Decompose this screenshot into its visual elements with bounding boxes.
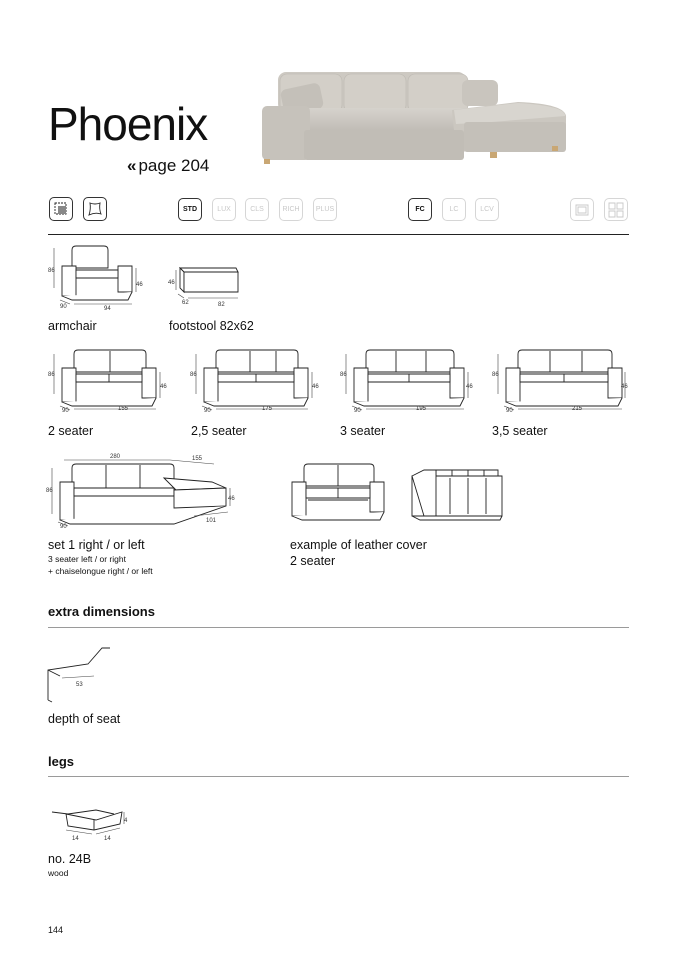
page-ref-symbol: «: [127, 156, 137, 175]
extra-dimensions-divider: [48, 627, 629, 628]
svg-text:86: 86: [48, 268, 55, 274]
svg-text:86: 86: [190, 372, 197, 378]
sofa-photo: [256, 66, 572, 166]
tag-cls[interactable]: CLS: [245, 198, 269, 221]
svg-text:46: 46: [312, 384, 319, 390]
svg-text:175: 175: [262, 406, 273, 412]
fabric-swatch-icon[interactable]: [49, 197, 73, 221]
svg-text:86: 86: [46, 488, 53, 494]
tag-lcv[interactable]: LCV: [475, 198, 499, 221]
sofa-3-seater-label: 3 seater: [340, 424, 386, 438]
seat-depth-label: depth of seat: [48, 712, 121, 726]
header-divider: [48, 234, 629, 235]
sofa-2-seater-label: 2 seater: [48, 424, 94, 438]
svg-text:14: 14: [104, 836, 111, 842]
tag-lux[interactable]: LUX: [212, 198, 236, 221]
sofa-3-5-seater-drawing: [490, 348, 632, 416]
svg-text:53: 53: [76, 682, 83, 688]
footstool-label: footstool 82x62: [169, 319, 254, 333]
sofa-2-seater-drawing: [46, 348, 170, 416]
seat-depth-drawing: [44, 640, 124, 706]
sofa-3-5-seater-label: 3,5 seater: [492, 424, 548, 438]
leg-name: no. 24B: [48, 852, 92, 866]
svg-text:46: 46: [136, 282, 143, 288]
tag-rich[interactable]: RICH: [279, 198, 303, 221]
corner-set-label: set 1 right / or left: [48, 538, 145, 552]
svg-text:86: 86: [48, 372, 55, 378]
svg-text:90: 90: [60, 304, 67, 310]
svg-text:86: 86: [492, 372, 499, 378]
armchair-drawing: [46, 242, 156, 314]
svg-text:90: 90: [506, 408, 513, 414]
tag-fc[interactable]: FC: [408, 198, 432, 221]
page-reference[interactable]: [127, 156, 209, 176]
page-ref-text: page 204: [138, 156, 210, 175]
svg-text:82: 82: [218, 302, 225, 308]
svg-text:4: 4: [124, 818, 128, 824]
sofa-3-seater-drawing: [338, 348, 478, 416]
tag-std[interactable]: STD: [178, 198, 202, 221]
product-title: Phoenix: [48, 98, 208, 150]
svg-text:90: 90: [60, 524, 67, 530]
corner-set-sub-2: + chaiselongue right / or left: [48, 566, 153, 576]
svg-text:215: 215: [572, 406, 583, 412]
leg-material: wood: [48, 868, 69, 878]
leather-sofa-back-drawing: [406, 466, 506, 524]
svg-text:155: 155: [192, 456, 203, 462]
corner-set-sub-1: 3 seater left / or right: [48, 554, 126, 564]
legs-heading: legs: [48, 754, 75, 769]
footstool-drawing: [166, 262, 246, 312]
modular-grid-icon[interactable]: [604, 198, 628, 221]
sofa-2-5-seater-drawing: [188, 348, 322, 416]
svg-text:46: 46: [466, 384, 473, 390]
leather-sofa-front-drawing: [288, 462, 388, 524]
svg-text:46: 46: [621, 384, 628, 390]
svg-text:46: 46: [168, 280, 175, 286]
page-number: 144: [48, 925, 64, 935]
svg-text:280: 280: [110, 454, 121, 460]
svg-text:46: 46: [228, 496, 235, 502]
svg-text:155: 155: [118, 406, 129, 412]
armchair-module-icon[interactable]: [570, 198, 594, 221]
svg-text:90: 90: [62, 408, 69, 414]
legs-divider: [48, 776, 629, 777]
leather-example-label: example of leather cover: [290, 538, 427, 552]
corner-set-drawing: [44, 450, 244, 534]
svg-text:62: 62: [182, 300, 189, 306]
leg-24b-drawing: [44, 800, 144, 846]
svg-text:46: 46: [160, 384, 167, 390]
armchair-label: armchair: [48, 319, 97, 333]
svg-text:86: 86: [340, 372, 347, 378]
leather-example-sub: 2 seater: [290, 554, 336, 568]
svg-text:90: 90: [354, 408, 361, 414]
svg-text:14: 14: [72, 836, 79, 842]
sofa-2-5-seater-label: 2,5 seater: [191, 424, 247, 438]
tag-plus[interactable]: PLUS: [313, 198, 337, 221]
svg-text:195: 195: [416, 406, 427, 412]
leather-hide-icon[interactable]: [83, 197, 107, 221]
extra-dimensions-heading: extra dimensions: [48, 604, 155, 619]
tag-lc[interactable]: LC: [442, 198, 466, 221]
svg-text:94: 94: [104, 306, 111, 312]
svg-text:101: 101: [206, 518, 217, 524]
svg-text:90: 90: [204, 408, 211, 414]
